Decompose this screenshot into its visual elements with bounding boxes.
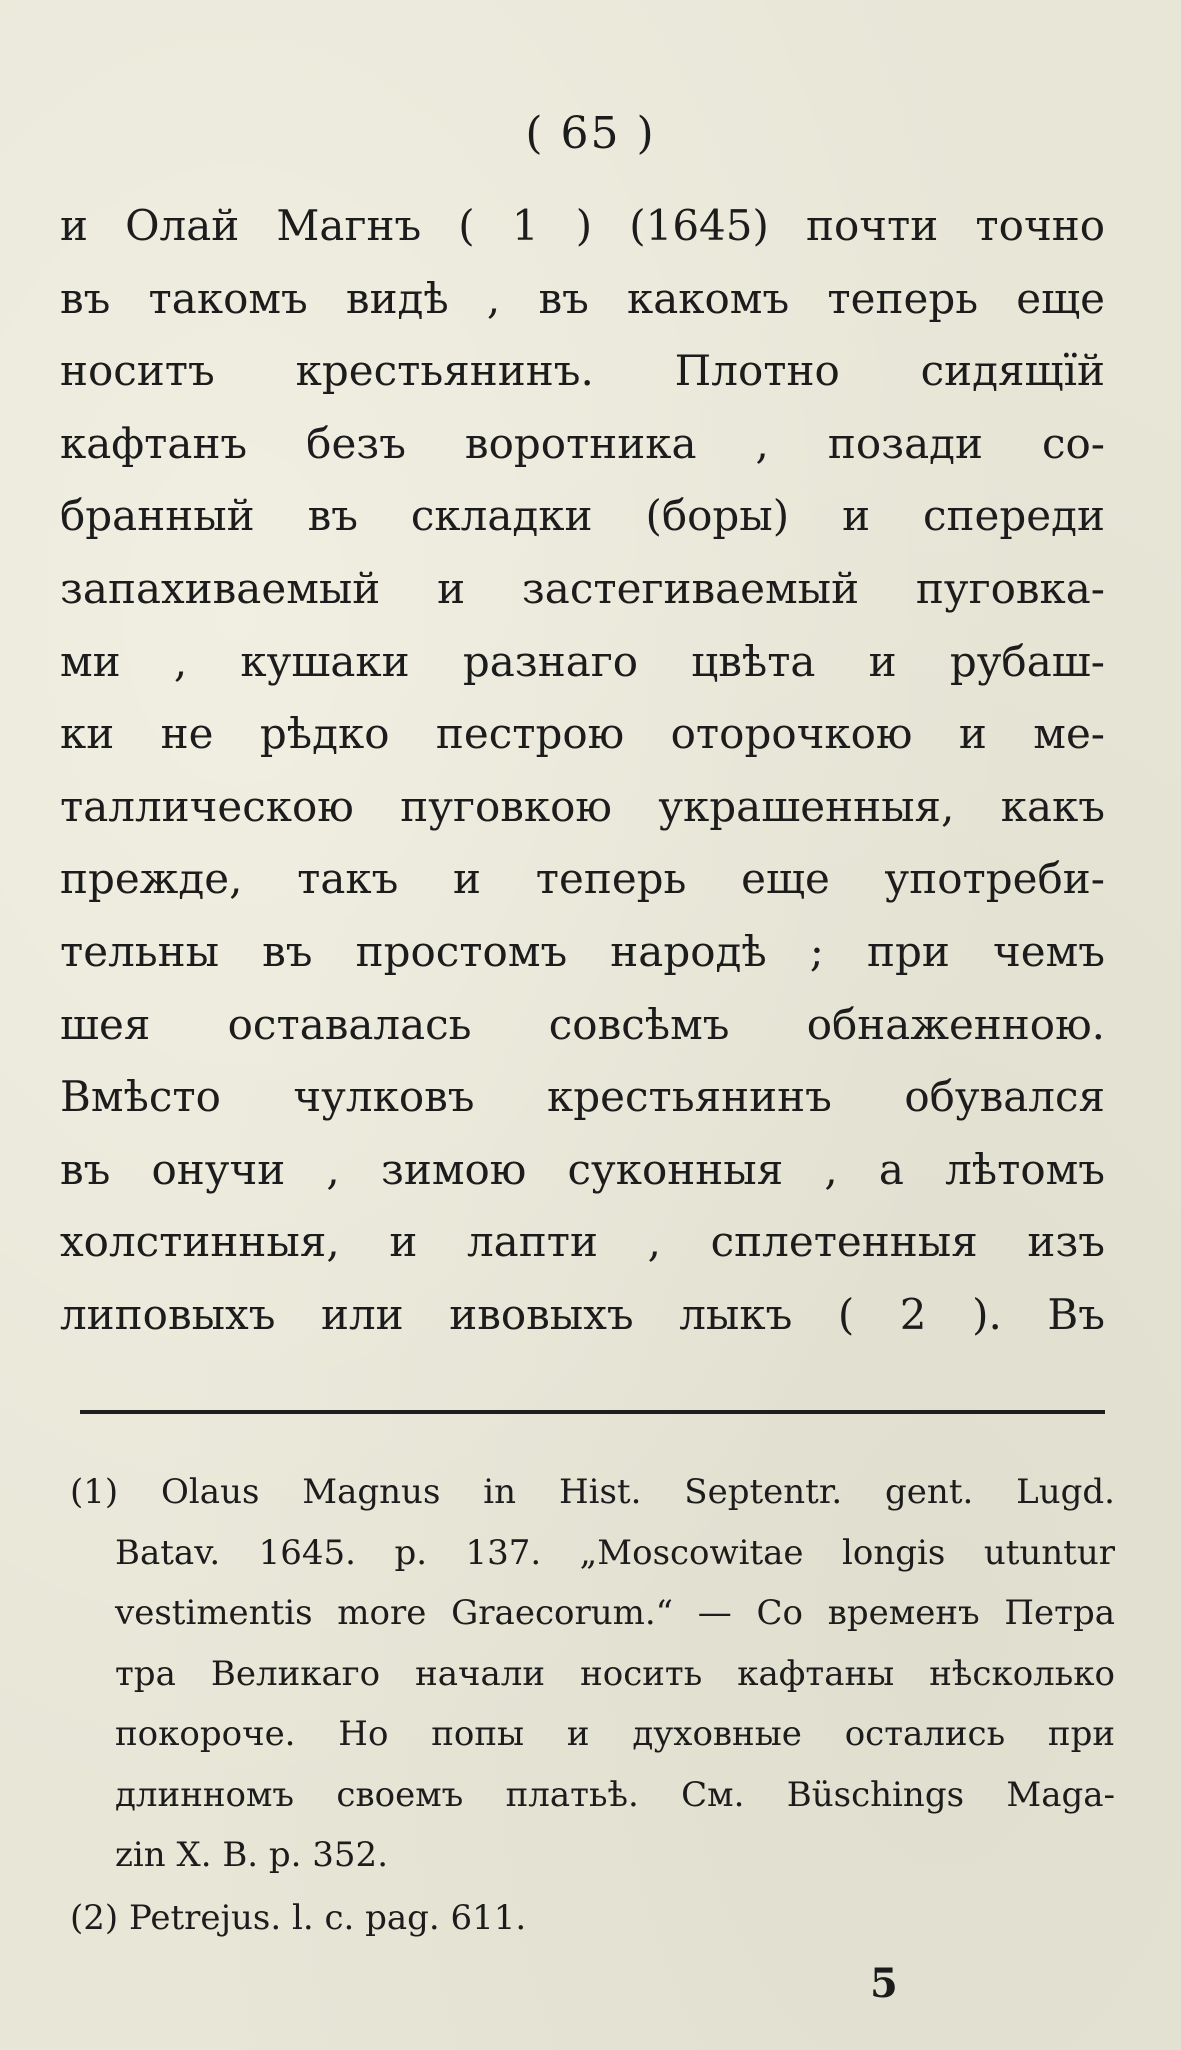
text-line: Вмѣсто чулковъ крестьянинъ обувался — [60, 1072, 1105, 1122]
footnote-line: vestimentis more Graecorum.“ — Со временъ Петра — [115, 1593, 1115, 1633]
text-line: ми , кушаки разнаго цвѣта и рубаш- — [60, 636, 1105, 686]
footnote-line: тра Великаго начали носить кафтаны нѣсколько — [115, 1653, 1115, 1694]
text-line: холстинныя, и лапти , сплетенныя изъ — [60, 1217, 1105, 1267]
text-line: ки не рѣдко пестрою оторочкою и ме- — [60, 709, 1105, 759]
footnote-line: длинномъ своемъ платьѣ. См. Büschings Maga- — [115, 1774, 1115, 1815]
text-line: въ такомъ видѣ , въ какомъ теперь еще — [60, 273, 1105, 323]
text-line: кафтанъ безъ воротника , позади со- — [60, 418, 1105, 468]
page-number: ( 65 ) — [525, 108, 656, 159]
footnote-line: zin X. B. p. 352. — [115, 1835, 388, 1875]
footnote-2: (2) Petrejus. l. c. pag. 611. — [70, 1898, 527, 1938]
footnote-line: Batav. 1645. p. 137. „Moscowitae longis utuntur — [115, 1532, 1115, 1573]
footnote-line: (1) Olaus Magnus in Hist. Septentr. gent. Lugd. — [70, 1472, 1115, 1512]
footnote-1 — [70, 1462, 1115, 1886]
text-line: тельны въ простомъ народѣ ; при чемъ — [60, 926, 1105, 976]
footnote-line: покороче. Но попы и духовные остались при — [115, 1714, 1115, 1754]
signature-mark: 5 — [870, 1960, 898, 2007]
main-text — [60, 190, 1105, 1352]
footnote-divider — [80, 1410, 1105, 1414]
text-line: таллическою пуговкою украшенныя, какъ — [60, 781, 1105, 831]
text-line: шея оставалась совсѣмъ обнаженною. — [60, 999, 1105, 1049]
text-line: и Олай Магнъ ( 1 ) (1645) почти точно — [60, 201, 1105, 250]
text-line: запахиваемый и застегиваемый пуговка- — [60, 563, 1105, 613]
text-line: бранный въ складки (боры) и спереди — [60, 491, 1105, 541]
text-line: въ онучи , зимою суконныя , а лѣтомъ — [60, 1144, 1105, 1194]
text-line: прежде, такъ и теперь еще употреби- — [60, 854, 1105, 904]
text-line: носитъ крестьянинъ. Плотно сидящїй — [60, 346, 1105, 396]
text-line: липовыхъ или ивовыхъ лыкъ ( 2 ). Въ — [60, 1289, 1105, 1339]
